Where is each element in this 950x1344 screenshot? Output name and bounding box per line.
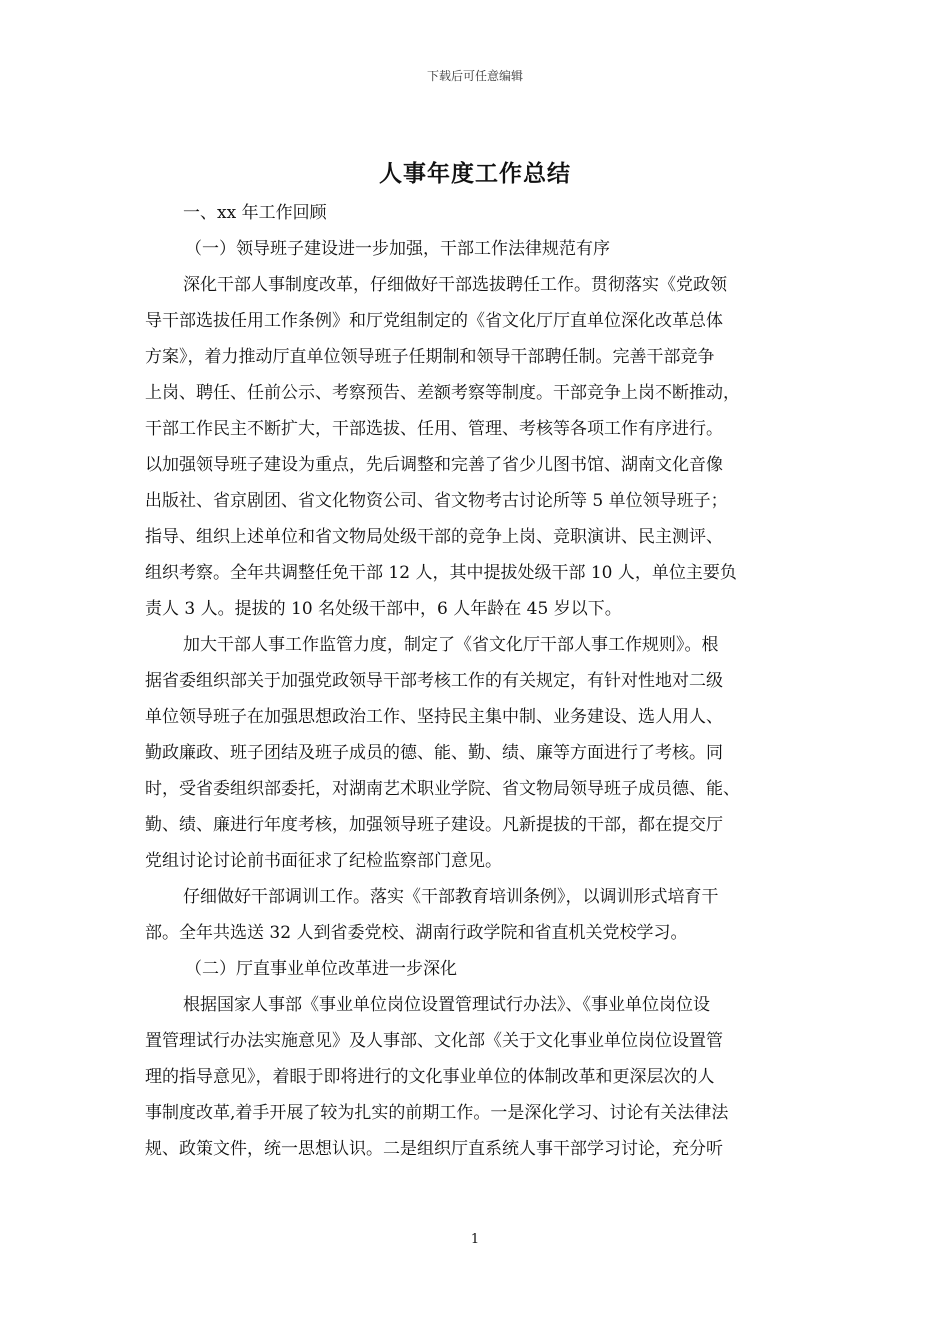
subsection-heading: （一）领导班子建设进一步加强，干部工作法律规范有序 <box>185 239 610 259</box>
paragraph-line: 党组讨论讨论前书面征求了纪检监察部门意见。 <box>145 851 502 871</box>
paragraph-line: 深化干部人事制度改革，仔细做好干部选拔聘任工作。贯彻落实《党政领 <box>183 275 727 295</box>
paragraph-line: 置管理试行办法实施意见》及人事部、文化部《关于文化事业单位岗位设置管 <box>145 1031 723 1051</box>
paragraph <box>145 987 813 1167</box>
paragraph-line: 部。全年共选送 32 人到省委党校、湖南行政学院和省直机关党校学习。 <box>145 923 688 943</box>
paragraph-line: 时，受省委组织部委托，对湖南艺术职业学院、省文物局领导班子成员德、能、 <box>145 779 740 799</box>
paragraph-line: 干部工作民主不断扩大，干部选拔、任用、管理、考核等各项工作有序进行。 <box>145 419 723 439</box>
paragraph-line: 单位领导班子在加强思想政治工作、坚持民主集中制、业务建设、选人用人、 <box>145 707 723 727</box>
paragraph <box>145 879 813 951</box>
paragraph <box>145 267 813 627</box>
page-number: 1 <box>470 1232 480 1247</box>
paragraph-line: 勤政廉政、班子团结及班子成员的德、能、勤、绩、廉等方面进行了考核。同 <box>145 743 723 763</box>
paragraph-line: 根据国家人事部《事业单位岗位设置管理试行办法》、《事业单位岗位设 <box>183 995 710 1015</box>
paragraph <box>145 627 813 879</box>
paragraph-line: 以加强领导班子建设为重点，先后调整和完善了省少儿图书馆、湖南文化音像 <box>145 455 723 475</box>
paragraph-line: 加大干部人事工作监管力度，制定了《省文化厅干部人事工作规则》。根 <box>183 635 719 655</box>
paragraph-line: 上岗、聘任、任前公示、考察预告、差额考察等制度。干部竞争上岗不断推动， <box>145 383 740 403</box>
paragraph-line: 仔细做好干部调训工作。落实《干部教育培训条例》，以调训形式培育干 <box>183 887 719 907</box>
paragraph-line: 组织考察。全年共调整任免干部 12 人，其中提拔处级干部 10 人，单位主要负 <box>145 563 737 583</box>
paragraph-line: 责人 3 人。提拔的 10 名处级干部中，6 人年龄在 45 岁以下。 <box>145 599 622 619</box>
paragraph-line: 理的指导意见》，着眼于即将进行的文化事业单位的体制改革和更深层次的人 <box>145 1067 715 1087</box>
paragraph-line: 指导、组织上述单位和省文物局处级干部的竞争上岗、竞职演讲、民主测评、 <box>145 527 723 547</box>
paragraph-line: 规、政策文件，统一思想认识。二是组织厅直系统人事干部学习讨论，充分听 <box>145 1139 723 1159</box>
paragraph-line: 导干部选拔任用工作条例》和厅党组制定的《省文化厅厅直单位深化改革总体 <box>145 311 723 331</box>
section-heading: 一、xx 年工作回顾 <box>183 203 327 223</box>
paragraph-line: 出版社、省京剧团、省文化物资公司、省文物考古讨论所等 5 单位领导班子； <box>145 491 728 511</box>
header-note: 下载后可任意编辑 <box>426 69 523 83</box>
subsection-heading: （二）厅直事业单位改革进一步深化 <box>185 959 457 979</box>
paragraph-line: 勤、绩、廉进行年度考核，加强领导班子建设。凡新提拔的干部，都在提交厅 <box>145 815 723 835</box>
paragraph-line: 据省委组织部关于加强党政领导干部考核工作的有关规定，有针对性地对二级 <box>145 671 723 691</box>
document-title: 人事年度工作总结 <box>379 160 571 187</box>
paragraph-line: 方案》，着力推动厅直单位领导班子任期制和领导干部聘任制。完善干部竞争 <box>145 347 715 367</box>
paragraph-line: 事制度改革,着手开展了较为扎实的前期工作。一是深化学习、讨论有关法律法 <box>145 1103 729 1123</box>
document-body <box>145 195 813 1167</box>
